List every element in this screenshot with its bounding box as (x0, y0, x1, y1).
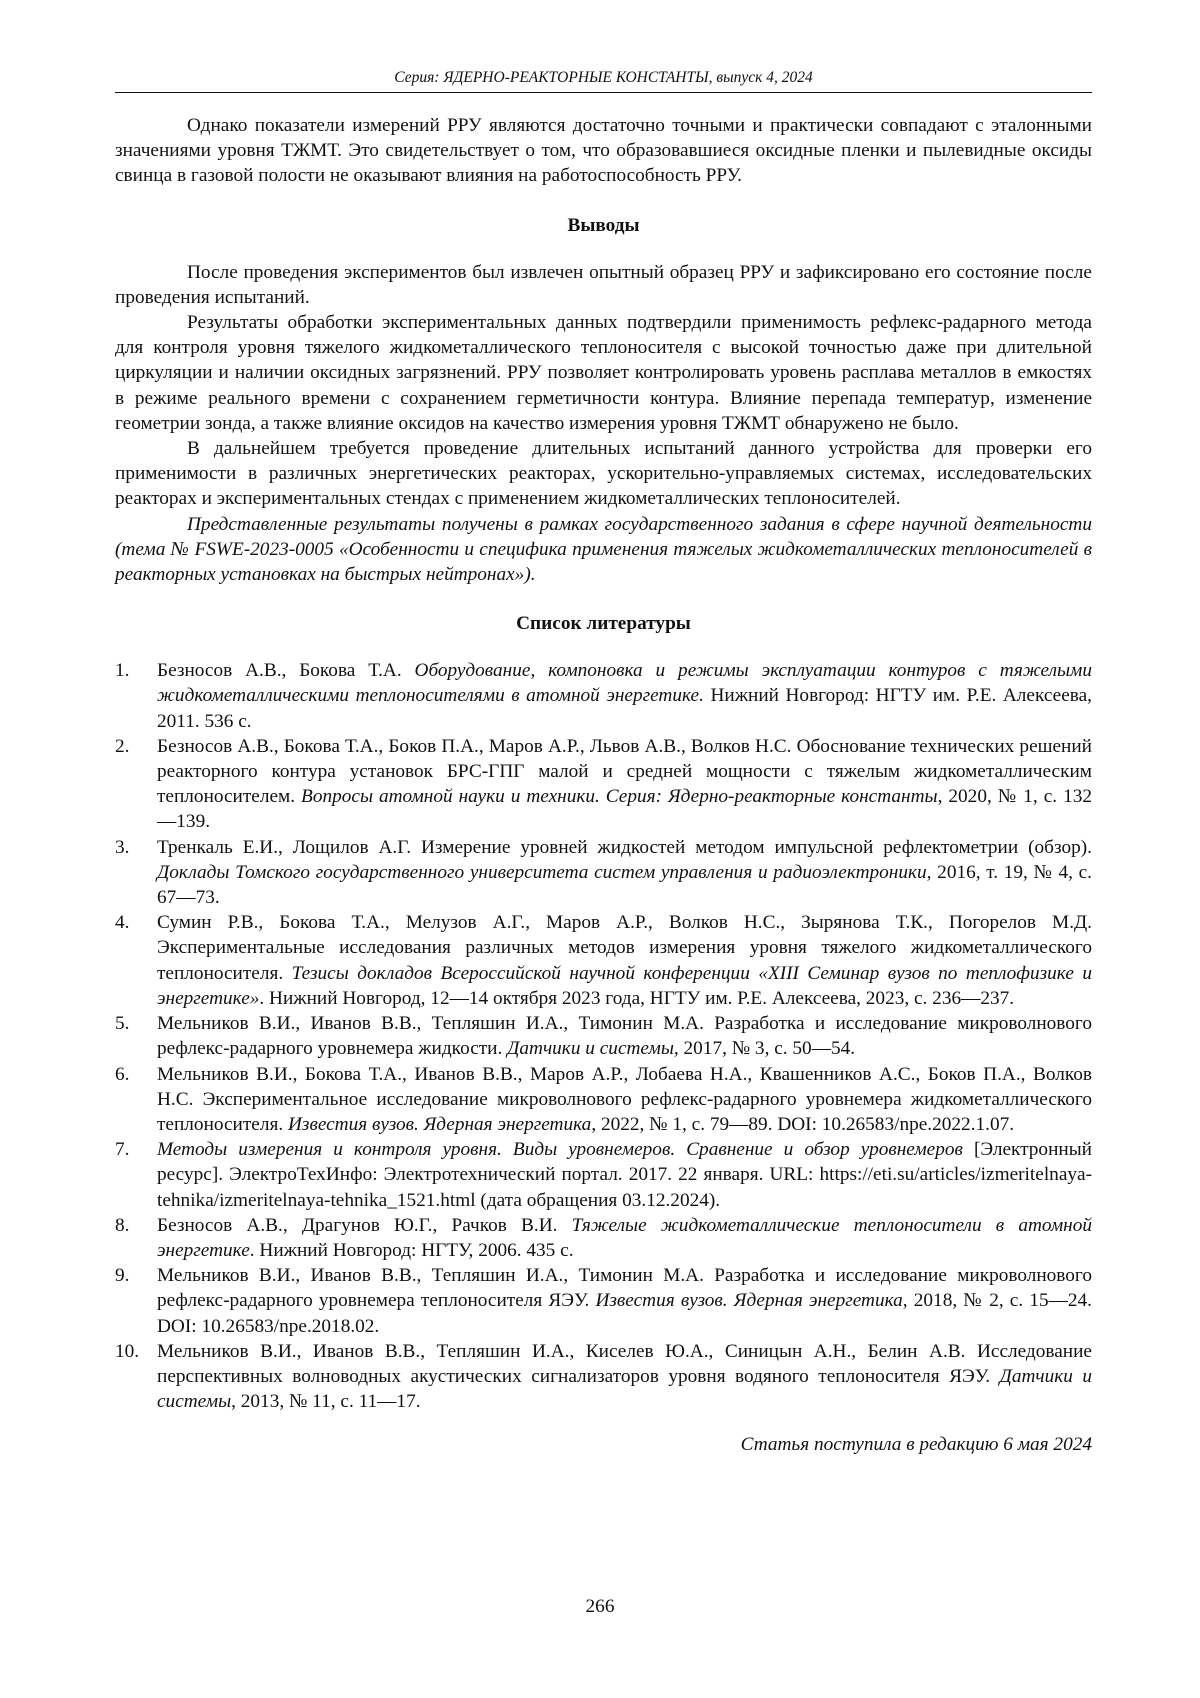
reference-text (157, 1011, 1092, 1061)
received-note: Статья поступила в редакцию 6 мая 2024 (740, 1434, 1092, 1456)
reference-list (115, 658, 1092, 1414)
reference-details: [Электронный ресурс]. ЭлектроТехИнфо: Электротехнический портал. 2017. 22 января. URL: https://eti.su/articles/izmeritelnaya-tehnika/izmeritelnaya-tehnika_1521.html (дата обращения 03.12.2024). (157, 1139, 1092, 1211)
article-body (115, 113, 1092, 1458)
reference-authors: Мельников В.И., Бокова Т.А., Иванов В.В., Маров А.Р., Лобаева Н.А., Квашенников А.С., Боков П.А., Волков Н.С. Экспериментальное исследование микроволнового рефлекс-радарного уровнемера жидкометаллического теплоносителя. (157, 1063, 1092, 1135)
reference-details: , 2022, № 1, с. 79—89. DOI: 10.26583/npe.2022.1.07. (591, 1113, 1015, 1135)
reference-text (157, 1263, 1092, 1339)
conclusions-paragraph: После проведения экспериментов был извлечен опытный образец РРУ и зафиксировано его состояние после проведения испытаний. (115, 261, 1092, 308)
page-number: 266 (585, 1596, 615, 1617)
reference-authors: Мельников В.И., Иванов В.В., Тепляшин И.А., Тимонин М.А. Разработка и исследование микроволнового рефлекс-радарного уровнемера жидкости. (157, 1013, 1092, 1060)
reference-details: , 2020, № 1, с. 132—139. (157, 786, 1092, 833)
reference-source: Датчики и системы (157, 1365, 1093, 1413)
reference-text (157, 658, 1092, 734)
reference-source: Оборудование, компоновка и режимы эксплуатации контуров с тяжелыми жидкометаллическими теплоносителями в атомной энергетике. (157, 660, 1092, 707)
reference-details: , 2018, № 2, с. 15—24. DOI: 10.26583/npe.2018.02. (157, 1290, 1092, 1337)
reference-item (115, 1263, 1092, 1339)
reference-number: 10. (115, 1340, 140, 1362)
reference-details: , 2013, № 11, с. 11—17. (231, 1391, 421, 1413)
reference-details: Нижний Новгород: НГТУ им. Р.Е. Алексеева, 2011. 536 с. (157, 685, 1092, 732)
reference-text (157, 835, 1092, 911)
reference-source: Тезисы докладов Всероссийской научной конференции «XIII Семинар вузов по теплофизике и энергетике» (157, 962, 1092, 1009)
reference-item (115, 1339, 1092, 1415)
reference-source: Методы измерения и контроля уровня. Виды уровнемеров. Сравнение и обзор уровнемеров (157, 1139, 963, 1161)
reference-authors: Сумин Р.В., Бокова Т.А., Мелузов А.Г., Маров А.Р., Волков Н.С., Зырянова Т.К., Погорелов М.Д. Экспериментальные исследования различных методов измерения уровня тяжелого жидкометаллического теплоносителя. (157, 912, 1092, 984)
reference-details: . Нижний Новгород, 12—14 октября 2023 года, НГТУ им. Р.Е. Алексеева, 2023, с. 236—237. (259, 987, 1015, 1009)
reference-number: 4. (115, 912, 130, 934)
acknowledgment-paragraph: Представленные результаты получены в рамках государственного задания в сфере научной деятельности (тема № FSWE-2023-0005 «Особенности и специфика применения тяжелых жидкометаллических теплоносителей в реакторных установках на быстрых нейтронах»). (115, 513, 1092, 586)
reference-item (115, 658, 1092, 734)
reference-text (157, 910, 1092, 1011)
reference-number: 9. (115, 1265, 130, 1287)
reference-source: Известия вузов. Ядерная энергетика (288, 1113, 592, 1135)
reference-source: Известия вузов. Ядерная энергетика (595, 1290, 903, 1312)
reference-number: 3. (115, 836, 130, 858)
page (115, 68, 1092, 1458)
reference-item (115, 1062, 1092, 1138)
reference-number: 2. (115, 735, 130, 757)
reference-authors: Тренкаль Е.И., Лощилов А.Г. Измерение уровней жидкостей методом импульсной рефлектометрии (обзор). (157, 836, 1092, 858)
reference-authors: Безносов А.В., Драгунов Ю.Г., Рачков В.И. (157, 1214, 572, 1236)
conclusions-paragraph: В дальнейшем требуется проведение длительных испытаний данного устройства для проверки его применимости в различных энергетических реакторах, ускорительно-управляемых системах, исследовательских реакторах и экспериментальных стендах с применением жидкометаллических теплоносителей. (115, 438, 1092, 510)
reference-text (157, 1062, 1092, 1138)
reference-item (115, 1213, 1092, 1263)
reference-source: Датчики и системы (507, 1038, 674, 1060)
intro-paragraph: Однако показатели измерений РРУ являются достаточно точными и практически совпадают с эталонными значениями уровня ТЖМТ. Это свидетельствует о том, что образовавшиеся оксидные пленки и пылевидные оксиды свинца в газовой полости не оказывают влияния на работоспособность РРУ. (115, 115, 1092, 187)
reference-text (157, 1137, 1092, 1213)
reference-item (115, 1137, 1092, 1213)
reference-authors: Безносов А.В., Бокова Т.А. (157, 660, 415, 682)
reference-number: 1. (115, 660, 130, 682)
reference-number: 6. (115, 1063, 130, 1085)
reference-item (115, 910, 1092, 1011)
reference-authors: Мельников В.И., Иванов В.В., Тепляшин И.А., Тимонин М.А. Разработка и исследование микроволнового рефлекс-радарного уровнемера теплоносителя ЯЭУ. (157, 1265, 1092, 1312)
reference-source: Тяжелые жидкометаллические теплоносители в атомной энергетике (157, 1214, 1092, 1261)
conclusions-paragraph: Результаты обработки экспериментальных данных подтвердили применимость рефлекс-радарного метода для контроля уровня тяжелого жидкометаллического теплоносителя с высокой точностью даже при длительной циркуляции и наличии оксидных загрязнений. РРУ позволяет контролировать уровень расплава металлов в емкостях в режиме реального времени с сохранением герметичности контура. Влияние перепада температур, изменение геометрии зонда, а также влияние оксидов на качество измерения уровня ТЖМТ обнаружено не было. (115, 312, 1092, 434)
reference-details: , 2016, т. 19, № 4, с. 67—73. (157, 861, 1092, 909)
reference-authors: Мельников В.И., Иванов В.В., Тепляшин И.А., Киселев Ю.А., Синицын А.Н., Белин А.В. Исследование перспективных волноводных акустических сигнализаторов уровня водяного теплоносителя ЯЭУ. (157, 1340, 1092, 1387)
reference-number: 5. (115, 1013, 130, 1035)
reference-item (115, 734, 1092, 835)
running-header: Серия: ЯДЕРНО-РЕАКТОРНЫЕ КОНСТАНТЫ, выпуск 4, 2024 (115, 68, 1092, 93)
reference-source: Вопросы атомной науки и техники. Серия: Ядерно-реакторные константы (301, 786, 938, 808)
reference-item (115, 1011, 1092, 1061)
conclusions-heading: Выводы (567, 214, 640, 236)
reference-source: Доклады Томского государственного университета систем управления и радиоэлектроники (157, 861, 927, 883)
reference-item (115, 835, 1092, 911)
reference-details: . Нижний Новгород: НГТУ, 2006. 435 с. (249, 1239, 574, 1261)
reference-number: 7. (115, 1139, 130, 1161)
reference-text (157, 1339, 1092, 1415)
references-heading: Список литературы (516, 613, 691, 635)
reference-authors: Безносов А.В., Бокова Т.А., Боков П.А., Маров А.Р., Львов А.В., Волков Н.С. Обоснование технических решений реакторного контура установок БРС-ГПГ малой и средней мощности с тяжелым жидкометаллическим теплоносителем. (157, 735, 1092, 808)
reference-number: 8. (115, 1214, 130, 1236)
reference-details: , 2017, № 3, с. 50—54. (673, 1038, 856, 1060)
reference-text (157, 1213, 1092, 1263)
reference-text (157, 734, 1092, 835)
